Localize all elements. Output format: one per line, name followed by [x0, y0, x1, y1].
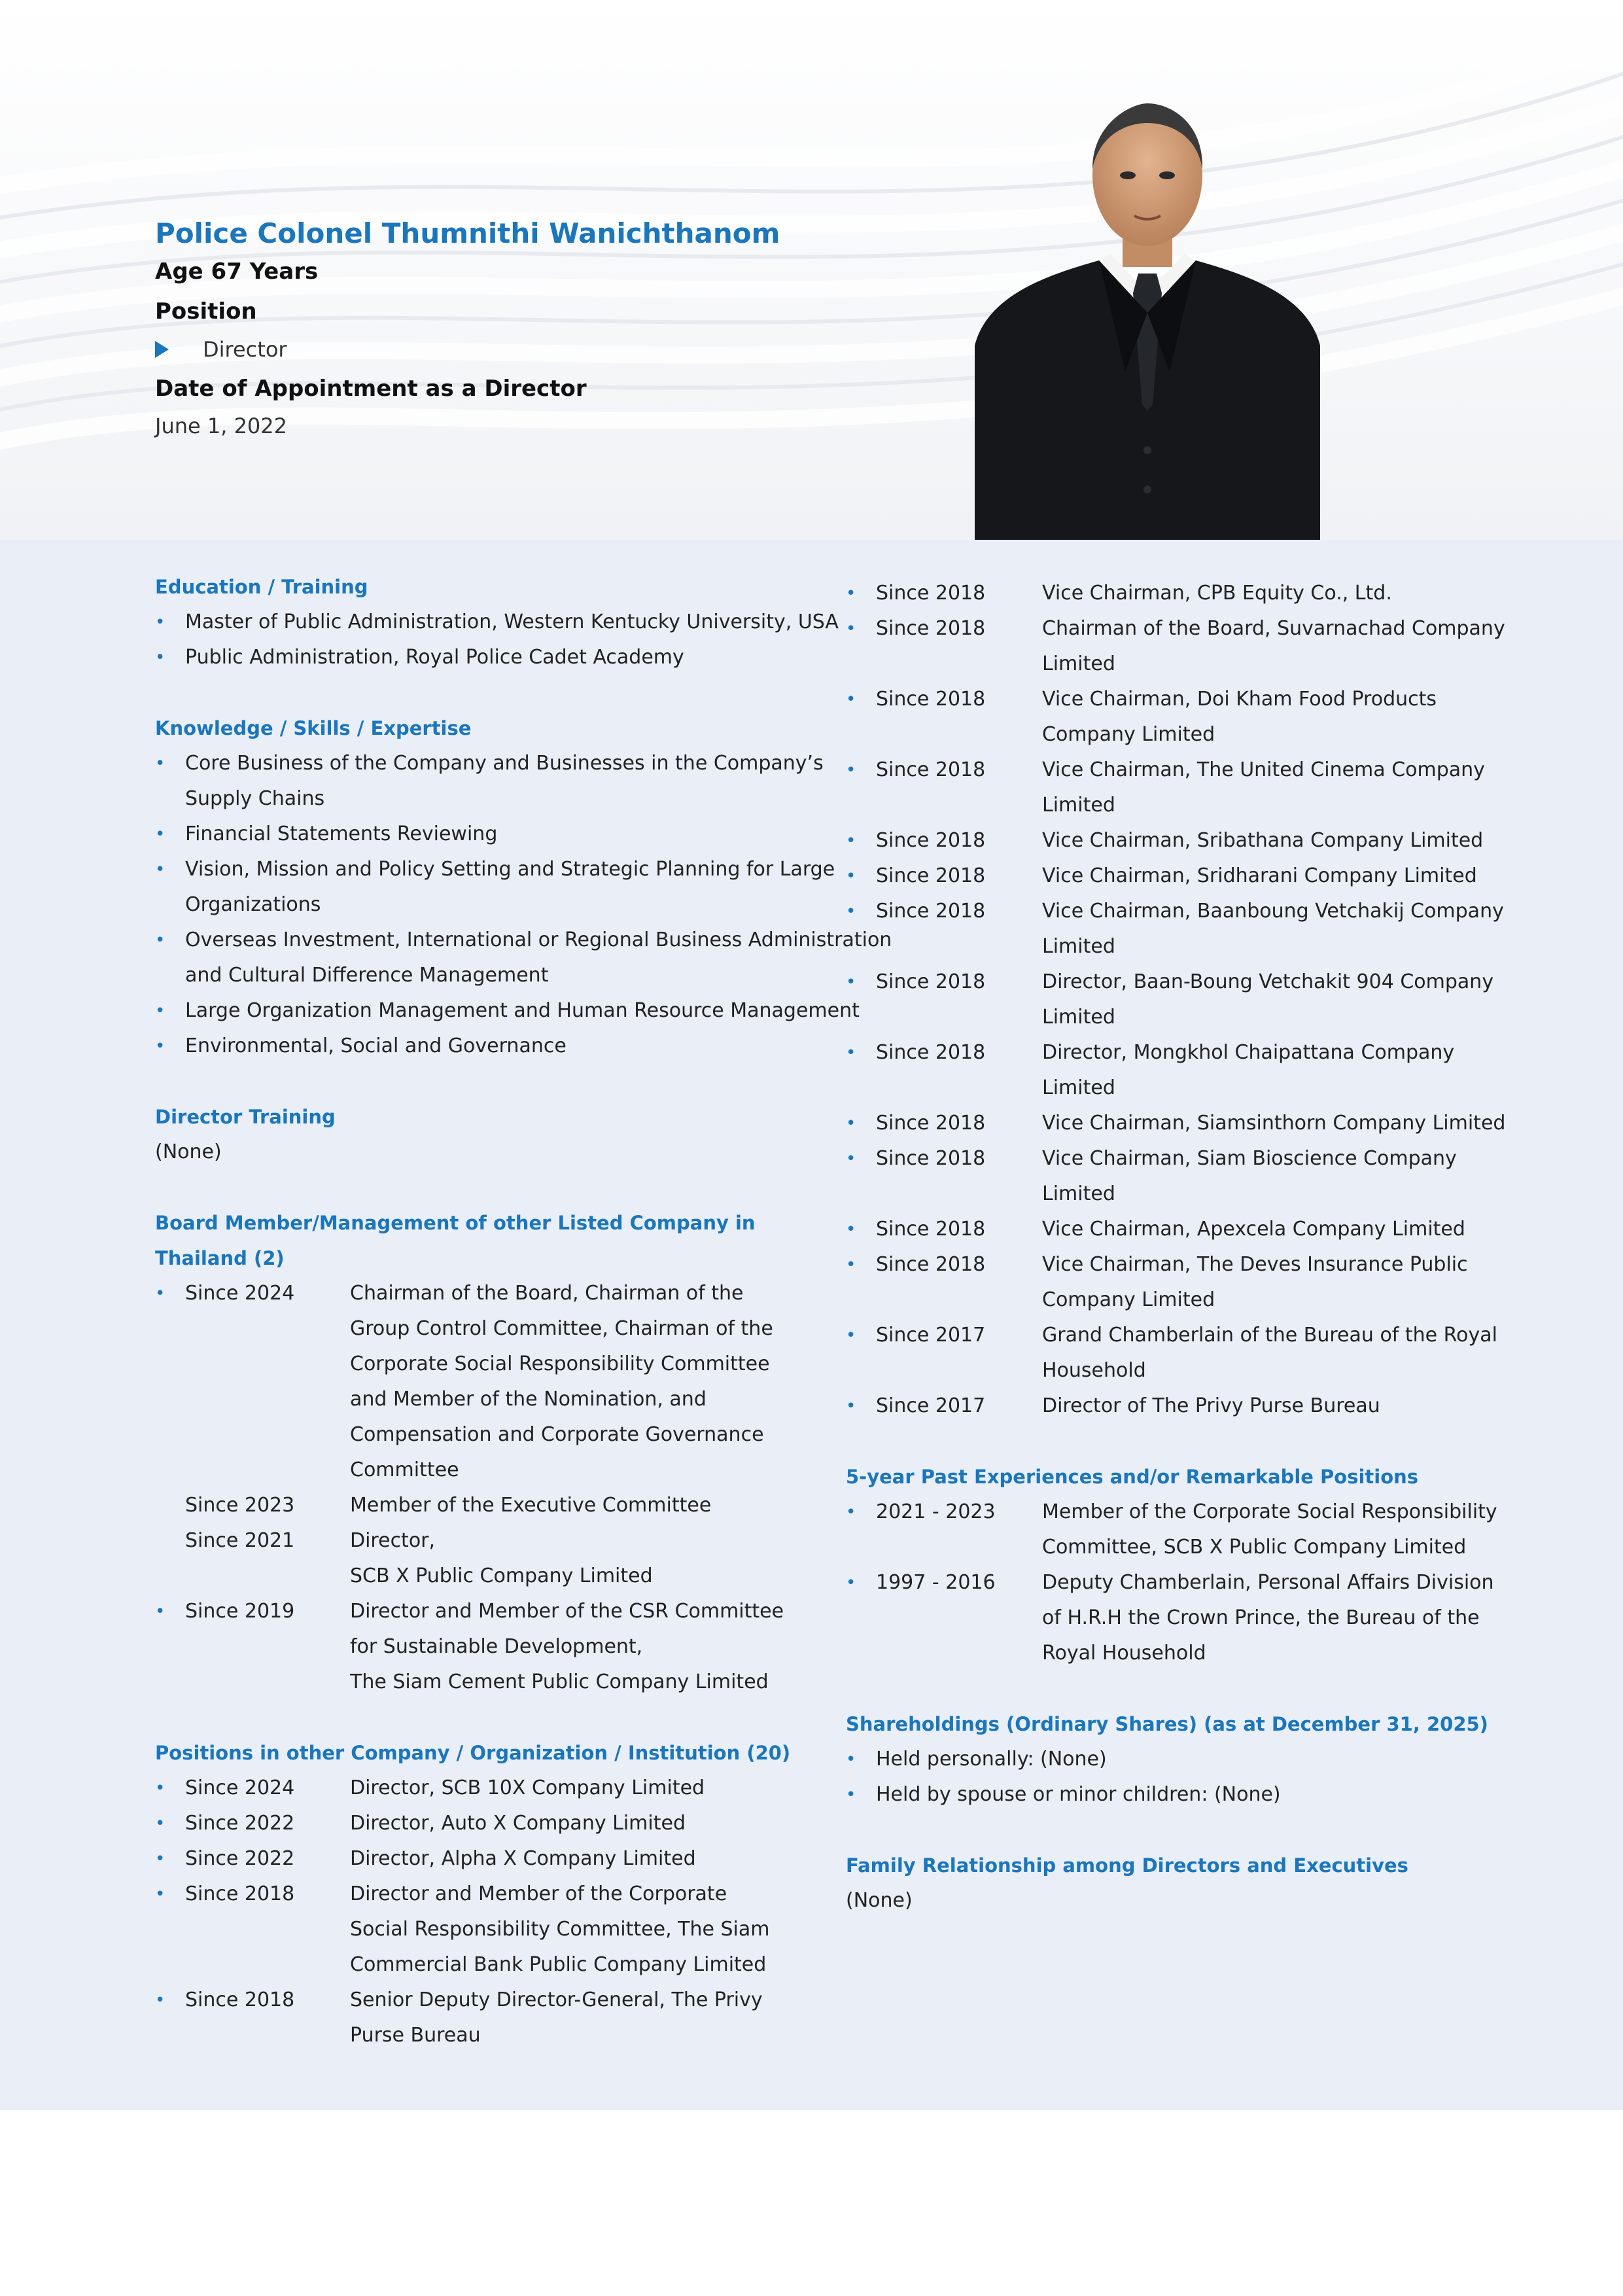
- list-item: [846, 576, 1500, 611]
- list-item-continuation: [846, 1176, 1500, 1212]
- bullet-icon: •: [846, 1573, 856, 1593]
- bullet-icon: •: [155, 1849, 166, 1869]
- item-text: Master of Public Administration, Western Kentucky University, USA: [185, 610, 839, 633]
- item-description: Vice Chairman, The Deves Insurance Public: [1042, 1253, 1468, 1276]
- item-description: Compensation and Corporate Governance: [350, 1423, 764, 1446]
- list-item-continuation: [155, 781, 809, 817]
- item-description: Director, Mongkhol Chaipattana Company: [1042, 1041, 1455, 1064]
- item-description: Director of The Privy Purse Bureau: [1042, 1394, 1380, 1417]
- item-description: Director, Alpha X Company Limited: [350, 1847, 696, 1870]
- item-description: Social Responsibility Committee, The Siam: [350, 1918, 770, 1941]
- bullet-icon: •: [155, 648, 166, 667]
- list-item: [155, 1983, 809, 2018]
- bullet-icon: •: [155, 1884, 166, 1904]
- list-item-continuation: [155, 1488, 809, 1523]
- item-description: and Member of the Nomination, and: [350, 1388, 707, 1411]
- item-description: Purse Bureau: [350, 2024, 481, 2047]
- item-period: Since 2018: [185, 1988, 295, 2011]
- plain-text-value: (None): [155, 1140, 222, 1163]
- item-description: Limited: [1042, 1006, 1115, 1029]
- left-column: [155, 569, 892, 2053]
- item-description: Deputy Chamberlain, Personal Affairs Division: [1042, 1571, 1494, 1594]
- bullet-icon: •: [155, 1602, 166, 1621]
- item-description: Vice Chairman, Siam Bioscience Company: [1042, 1147, 1457, 1170]
- item-description: for Sustainable Development,: [350, 1635, 643, 1658]
- bullet-icon: •: [846, 690, 856, 709]
- item-period: Since 2021: [185, 1529, 295, 1552]
- list-item-continuation: [155, 1347, 809, 1382]
- item-period: Since 2024: [185, 1776, 295, 1799]
- list-item: [155, 852, 835, 887]
- list-item: [155, 817, 809, 852]
- item-text: Environmental, Social and Governance: [185, 1034, 567, 1057]
- item-description: Vice Chairman, Doi Kham Food Products: [1042, 688, 1437, 711]
- list-item-continuation: [846, 1530, 1500, 1565]
- bullet-icon: •: [155, 754, 166, 773]
- list-item-continuation: [155, 1453, 809, 1488]
- list-item: [846, 611, 1505, 646]
- section-heading: [155, 1241, 809, 1276]
- item-description: Director, Auto X Company Limited: [350, 1812, 686, 1835]
- item-text: Core Business of the Company and Businesses in the Company’s: [185, 752, 824, 775]
- position-value: Director: [203, 337, 287, 362]
- section-heading: [846, 1848, 1500, 1883]
- item-text: Financial Statements Reviewing: [185, 822, 498, 845]
- list-item: [155, 640, 809, 675]
- item-description: Director and Member of the CSR Committee: [350, 1600, 784, 1623]
- item-period: Since 2018: [876, 864, 986, 887]
- triangle-bullet-icon: [155, 341, 169, 358]
- section-gap: [846, 1671, 1500, 1706]
- bullet-icon: •: [846, 902, 856, 921]
- list-item-continuation: [155, 2018, 809, 2053]
- list-item-continuation: [846, 1636, 1500, 1671]
- section-heading: [155, 569, 809, 605]
- item-period: Since 2018: [876, 1253, 986, 1276]
- bullet-icon: •: [155, 930, 166, 950]
- section-heading-text: Knowledge / Skills / Expertise: [155, 717, 472, 739]
- item-description: Corporate Social Responsibility Committee: [350, 1352, 770, 1375]
- list-item: [155, 746, 824, 781]
- item-description: Company Limited: [1042, 723, 1215, 746]
- section-heading: [155, 1205, 809, 1241]
- bullet-icon: •: [846, 1502, 856, 1522]
- list-item: [846, 1141, 1500, 1176]
- bullet-icon: •: [846, 584, 856, 603]
- item-description: Limited: [1042, 1182, 1115, 1205]
- list-item-continuation: [846, 929, 1500, 964]
- list-item-continuation: [155, 1559, 809, 1594]
- appointment-date: June 1, 2022: [155, 414, 287, 438]
- list-item-continuation: [155, 1629, 809, 1665]
- item-period: Since 2018: [876, 688, 986, 711]
- list-item: [846, 1106, 1506, 1141]
- item-period: Since 2017: [876, 1324, 986, 1347]
- list-item: [846, 964, 1500, 1000]
- bullet-icon: •: [155, 612, 166, 632]
- list-item: [155, 923, 892, 958]
- section-heading-text: Family Relationship among Directors and Executives: [846, 1854, 1408, 1877]
- item-text: Public Administration, Royal Police Cadet Academy: [185, 646, 684, 669]
- item-description: Director, Baan-Boung Vetchakit 904 Company: [1042, 970, 1494, 993]
- bullet-icon: •: [155, 1990, 166, 2010]
- section-heading-text: Director Training: [155, 1106, 336, 1128]
- item-description: Member of the Executive Committee: [350, 1494, 712, 1517]
- bullet-icon: •: [846, 1326, 856, 1345]
- director-age: Age 67 Years: [155, 258, 319, 285]
- bullet-icon: •: [846, 1149, 856, 1169]
- item-period: Since 2018: [876, 970, 986, 993]
- list-item-continuation: [846, 717, 1500, 752]
- section-heading-text: Shareholdings (Ordinary Shares) (as at December 31, 2025): [846, 1713, 1488, 1735]
- list-item-continuation: [846, 646, 1500, 682]
- list-item: [846, 1494, 1500, 1530]
- item-description: Limited: [1042, 794, 1115, 817]
- section-heading-text: Thailand (2): [155, 1247, 285, 1269]
- list-item: [846, 1035, 1500, 1070]
- bullet-icon: •: [846, 1750, 856, 1769]
- item-text: Held personally: (None): [876, 1748, 1107, 1771]
- list-item-continuation: [155, 1523, 809, 1559]
- bullet-icon: •: [846, 1043, 856, 1063]
- item-description: Committee: [350, 1458, 459, 1481]
- item-period: Since 2019: [185, 1600, 295, 1623]
- list-item: [846, 1247, 1500, 1282]
- bullet-icon: •: [155, 1036, 166, 1056]
- list-item-continuation: [155, 887, 809, 923]
- item-period: Since 2022: [185, 1812, 295, 1835]
- item-description: Group Control Committee, Chairman of the: [350, 1317, 773, 1340]
- list-item: [155, 1276, 809, 1311]
- item-description: Grand Chamberlain of the Bureau of the Royal: [1042, 1324, 1497, 1347]
- bullet-icon: •: [846, 1396, 856, 1416]
- list-item: [155, 1806, 809, 1841]
- item-period: Since 2018: [876, 1147, 986, 1170]
- list-item-continuation: [846, 788, 1500, 823]
- section-gap: [155, 1170, 809, 1205]
- section-heading: [155, 1099, 809, 1135]
- bullet-icon: •: [846, 1255, 856, 1275]
- section-gap: [846, 1424, 1500, 1459]
- item-description: Director, SCB 10X Company Limited: [350, 1776, 705, 1799]
- item-description: SCB X Public Company Limited: [350, 1564, 653, 1587]
- section-heading: [155, 711, 809, 746]
- right-column: [846, 576, 1506, 1918]
- plain-text: [155, 1135, 809, 1170]
- list-item: [846, 1777, 1500, 1812]
- item-period: 1997 - 2016: [876, 1571, 996, 1594]
- item-description: Senior Deputy Director-General, The Privy: [350, 1988, 763, 2011]
- item-description: Member of the Corporate Social Responsibility: [1042, 1500, 1497, 1523]
- appointment-heading: Date of Appointment as a Director: [155, 376, 587, 402]
- list-item: [846, 682, 1500, 717]
- plain-text-value: (None): [846, 1889, 913, 1912]
- section-heading-text: Education / Training: [155, 576, 368, 598]
- item-description: Company Limited: [1042, 1288, 1215, 1311]
- list-item-continuation: [155, 1382, 809, 1417]
- item-description: Chairman of the Board, Chairman of the: [350, 1282, 744, 1305]
- list-item: [155, 605, 839, 640]
- bullet-icon: •: [846, 972, 856, 992]
- item-description: Director,: [350, 1529, 436, 1552]
- section-heading: [846, 1459, 1500, 1494]
- item-text: Overseas Investment, International or Regional Business Administration: [185, 928, 892, 951]
- item-description: Vice Chairman, Apexcela Company Limited: [1042, 1218, 1465, 1241]
- list-item-continuation: [846, 1070, 1500, 1106]
- plain-text: [846, 1883, 1500, 1918]
- list-item-continuation: [846, 1282, 1500, 1318]
- item-description: Vice Chairman, CPB Equity Co., Ltd.: [1042, 582, 1392, 605]
- item-text: Large Organization Management and Human Resource Management: [185, 999, 860, 1022]
- item-period: Since 2018: [876, 1041, 986, 1064]
- item-description: Limited: [1042, 652, 1115, 675]
- item-description: Commercial Bank Public Company Limited: [350, 1953, 767, 1976]
- list-item: [155, 993, 860, 1029]
- list-item-continuation: [155, 1665, 809, 1700]
- item-description: Royal Household: [1042, 1642, 1206, 1665]
- director-portrait: [975, 97, 1320, 540]
- bullet-icon: •: [846, 1220, 856, 1239]
- item-description: Vice Chairman, The United Cinema Company: [1042, 758, 1485, 781]
- bullet-icon: •: [155, 824, 166, 844]
- item-period: Since 2018: [876, 758, 986, 781]
- header-banner: [0, 0, 1623, 540]
- item-description: Vice Chairman, Baanboung Vetchakij Company: [1042, 900, 1504, 923]
- item-period: Since 2018: [876, 829, 986, 852]
- bullet-icon: •: [846, 1114, 856, 1133]
- bullet-icon: •: [155, 860, 166, 879]
- section-gap: [155, 1064, 809, 1099]
- position-item: [155, 337, 287, 362]
- item-period: Since 2024: [185, 1282, 295, 1305]
- section-gap: [155, 1700, 809, 1735]
- list-item: [846, 894, 1504, 929]
- section-heading: [155, 1735, 809, 1771]
- item-period: Since 2022: [185, 1847, 295, 1870]
- list-item: [846, 858, 1500, 894]
- list-item: [846, 1318, 1500, 1353]
- list-item-continuation: [155, 1912, 809, 1947]
- bullet-icon: •: [155, 1778, 166, 1798]
- item-text: Organizations: [185, 893, 321, 916]
- bullet-icon: •: [846, 1785, 856, 1805]
- item-description: The Siam Cement Public Company Limited: [350, 1670, 769, 1693]
- bullet-icon: •: [155, 1814, 166, 1833]
- item-period: Since 2018: [876, 582, 986, 605]
- list-item: [846, 823, 1500, 858]
- list-item-continuation: [155, 1947, 809, 1983]
- list-item-continuation: [155, 958, 809, 993]
- item-period: Since 2018: [876, 1218, 986, 1241]
- item-description: Vice Chairman, Siamsinthorn Company Limited: [1042, 1112, 1506, 1135]
- item-description: Vice Chairman, Sridharani Company Limited: [1042, 864, 1477, 887]
- bullet-icon: •: [846, 619, 856, 639]
- list-item-continuation: [846, 1353, 1500, 1388]
- position-heading: Position: [155, 298, 257, 325]
- item-text: and Cultural Difference Management: [185, 964, 549, 987]
- item-period: Since 2018: [876, 1112, 986, 1135]
- item-text: Supply Chains: [185, 787, 325, 810]
- section-heading: [846, 1706, 1500, 1742]
- item-description: Limited: [1042, 935, 1115, 958]
- bullet-icon: •: [846, 831, 856, 851]
- item-description: Household: [1042, 1359, 1146, 1382]
- item-description: Committee, SCB X Public Company Limited: [1042, 1536, 1467, 1559]
- list-item: [846, 1742, 1500, 1777]
- bullet-icon: •: [155, 1284, 166, 1303]
- list-item: [155, 1877, 809, 1912]
- section-gap: [155, 675, 809, 711]
- list-item: [155, 1029, 809, 1064]
- bullet-icon: •: [846, 760, 856, 780]
- bullet-icon: •: [155, 1001, 166, 1021]
- director-name: Police Colonel Thumnithi Wanichthanom: [155, 217, 780, 249]
- bullet-icon: •: [846, 866, 856, 886]
- item-text: Vision, Mission and Policy Setting and Strategic Planning for Large: [185, 858, 835, 881]
- section-heading-text: 5-year Past Experiences and/or Remarkable Positions: [846, 1466, 1419, 1488]
- item-period: Since 2018: [185, 1882, 295, 1905]
- list-item: [846, 1565, 1500, 1600]
- item-period: Since 2017: [876, 1394, 986, 1417]
- list-item-continuation: [846, 1600, 1500, 1636]
- item-description: Director and Member of the Corporate: [350, 1882, 727, 1905]
- section-gap: [846, 1812, 1500, 1848]
- item-period: Since 2018: [876, 617, 986, 640]
- item-period: Since 2018: [876, 900, 986, 923]
- list-item: [846, 1212, 1500, 1247]
- list-item-continuation: [155, 1311, 809, 1347]
- list-item-continuation: [846, 1000, 1500, 1035]
- item-description: Chairman of the Board, Suvarnachad Company: [1042, 617, 1505, 640]
- list-item-continuation: [155, 1417, 809, 1453]
- item-text: Held by spouse or minor children: (None): [876, 1783, 1281, 1806]
- item-description: Limited: [1042, 1076, 1115, 1099]
- item-period: Since 2023: [185, 1494, 295, 1517]
- list-item: [155, 1841, 809, 1877]
- list-item: [155, 1771, 809, 1806]
- section-heading-text: Board Member/Management of other Listed Company in: [155, 1212, 756, 1234]
- item-period: 2021 - 2023: [876, 1500, 996, 1523]
- item-description: of H.R.H the Crown Prince, the Bureau of the: [1042, 1606, 1480, 1629]
- list-item: [846, 752, 1500, 788]
- list-item: [155, 1594, 809, 1629]
- section-heading-text: Positions in other Company / Organization / Institution (20): [155, 1742, 791, 1764]
- list-item: [846, 1388, 1500, 1424]
- item-description: Vice Chairman, Sribathana Company Limited: [1042, 829, 1484, 852]
